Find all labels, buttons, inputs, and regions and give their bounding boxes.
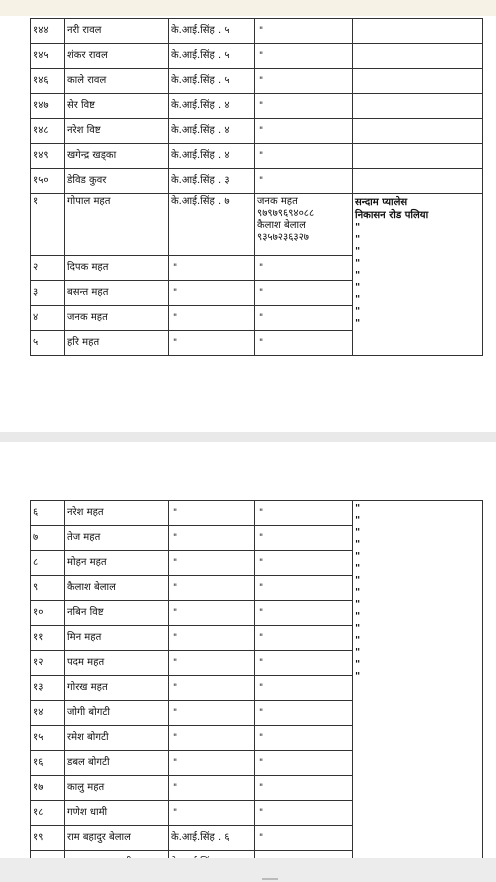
remark-cell bbox=[353, 94, 483, 119]
name-cell: शंकर रावल bbox=[65, 44, 169, 69]
name-cell: मिन महत bbox=[65, 626, 169, 651]
serial-number-cell: १ bbox=[31, 194, 65, 256]
ditto-mark: " bbox=[355, 515, 361, 526]
reference-cell: " bbox=[169, 601, 255, 626]
remark-ditto-marks bbox=[355, 222, 480, 330]
contact-cell: " bbox=[255, 676, 353, 701]
contact-cell: " bbox=[255, 576, 353, 601]
remark-cell bbox=[353, 144, 483, 169]
remark-title: सन्दाम प्यालेस bbox=[355, 197, 408, 208]
reference-cell: " bbox=[169, 501, 255, 526]
serial-number-cell: १७ bbox=[31, 776, 65, 801]
name-cell: तेज महत bbox=[65, 526, 169, 551]
serial-number-cell: ११ bbox=[31, 626, 65, 651]
serial-number-cell: १२ bbox=[31, 651, 65, 676]
serial-number-cell: १३ bbox=[31, 676, 65, 701]
table-row bbox=[31, 194, 483, 256]
name-cell: कैलाश बेलाल bbox=[65, 576, 169, 601]
reference-cell: के.आई.सिंह . ३ bbox=[169, 169, 255, 194]
reference-cell: " bbox=[169, 526, 255, 551]
reference-cell: के.आई.सिंह . ५ bbox=[169, 44, 255, 69]
reference-cell: " bbox=[169, 626, 255, 651]
contact-cell bbox=[255, 194, 353, 256]
ditto-mark: " bbox=[355, 294, 361, 305]
name-cell: नरेश महत bbox=[65, 501, 169, 526]
serial-number-cell: ५ bbox=[31, 331, 65, 356]
ditto-mark: " bbox=[355, 635, 361, 646]
ditto-mark: " bbox=[355, 599, 361, 610]
name-cell: रमेश बोगटी bbox=[65, 726, 169, 751]
contact-cell bbox=[255, 281, 353, 306]
ditto-mark: " bbox=[355, 222, 361, 233]
serial-number-cell: ४ bbox=[31, 306, 65, 331]
serial-number-cell: ७ bbox=[31, 526, 65, 551]
contact-cell: " bbox=[255, 776, 353, 801]
serial-number-cell: ८ bbox=[31, 551, 65, 576]
ditto-mark: " bbox=[355, 270, 361, 281]
name-cell: पदम महत bbox=[65, 651, 169, 676]
reference-cell: के.आई.सिंह . ४ bbox=[169, 94, 255, 119]
reference-cell: के.आई.सिंह . ४ bbox=[169, 119, 255, 144]
contact-line: " bbox=[259, 263, 264, 273]
contact-line: जनक महत bbox=[257, 196, 298, 207]
contact-line: ९७९७९६९४०८८ bbox=[257, 208, 315, 219]
serial-number-cell: ६ bbox=[31, 501, 65, 526]
contact-cell: " bbox=[255, 751, 353, 776]
bottom-toolbar-strip bbox=[0, 858, 496, 882]
serial-number-cell: १४९ bbox=[31, 144, 65, 169]
table-row bbox=[31, 501, 483, 526]
remark-title: निकासन रोड पलिया bbox=[355, 210, 429, 221]
reference-cell: " bbox=[169, 551, 255, 576]
contact-line: " bbox=[259, 338, 264, 348]
name-cell: नबिन विष्ट bbox=[65, 601, 169, 626]
reference-cell: " bbox=[169, 256, 255, 281]
contact-line: " bbox=[259, 288, 264, 298]
ditto-mark: " bbox=[355, 623, 361, 634]
name-cell: जोगी बोगटी bbox=[65, 701, 169, 726]
remark-ditto-marks bbox=[355, 503, 480, 683]
remark-cell bbox=[353, 44, 483, 69]
remark-cell bbox=[353, 19, 483, 44]
serial-number-cell: १५ bbox=[31, 726, 65, 751]
name-cell: डेविड कुवर bbox=[65, 169, 169, 194]
handle-bar bbox=[262, 878, 278, 880]
serial-number-cell: २ bbox=[31, 256, 65, 281]
reference-cell: " bbox=[169, 651, 255, 676]
ditto-mark: " bbox=[355, 246, 361, 257]
serial-number-cell: १४६ bbox=[31, 69, 65, 94]
name-cell: नरी रावल bbox=[65, 19, 169, 44]
reference-cell: " bbox=[169, 306, 255, 331]
name-cell: गणेश धामी bbox=[65, 801, 169, 826]
contact-cell: " bbox=[255, 69, 353, 94]
reference-cell: " bbox=[169, 676, 255, 701]
name-cell: बसन्त महत bbox=[65, 281, 169, 306]
serial-number-cell: १४८ bbox=[31, 119, 65, 144]
serial-number-cell: १५० bbox=[31, 169, 65, 194]
table-row bbox=[31, 144, 483, 169]
name-cell: कालु महत bbox=[65, 776, 169, 801]
serial-number-cell: १४५ bbox=[31, 44, 65, 69]
contact-cell: " bbox=[255, 626, 353, 651]
remark-cell bbox=[353, 119, 483, 144]
contact-cell: " bbox=[255, 144, 353, 169]
table-row bbox=[31, 69, 483, 94]
table-row bbox=[31, 169, 483, 194]
contact-cell: " bbox=[255, 651, 353, 676]
ditto-mark: " bbox=[355, 575, 361, 586]
ditto-mark: " bbox=[355, 563, 361, 574]
contact-cell: " bbox=[255, 826, 353, 851]
reference-cell: " bbox=[169, 751, 255, 776]
reference-cell: के.आई.सिंह . ४ bbox=[169, 144, 255, 169]
serial-number-cell: १९ bbox=[31, 826, 65, 851]
name-cell: जनक महत bbox=[65, 306, 169, 331]
contact-line: " bbox=[259, 313, 264, 323]
ditto-mark: " bbox=[355, 659, 361, 670]
contact-cell: " bbox=[255, 19, 353, 44]
ditto-mark: " bbox=[355, 671, 361, 682]
remark-cell bbox=[353, 69, 483, 94]
serial-number-cell: १० bbox=[31, 601, 65, 626]
reference-cell: के.आई.सिंह . ५ bbox=[169, 19, 255, 44]
top-margin-strip bbox=[0, 0, 496, 16]
ditto-mark: " bbox=[355, 306, 361, 317]
name-cell: नरेश विष्ट bbox=[65, 119, 169, 144]
contact-cell bbox=[255, 331, 353, 356]
serial-number-cell: ९ bbox=[31, 576, 65, 601]
ditto-mark: " bbox=[355, 503, 361, 514]
ditto-mark: " bbox=[355, 647, 361, 658]
name-cell: मोहन महत bbox=[65, 551, 169, 576]
remark-cell bbox=[353, 501, 483, 876]
table-row bbox=[31, 119, 483, 144]
table-row bbox=[31, 19, 483, 44]
reference-cell: " bbox=[169, 331, 255, 356]
document-page-2 bbox=[0, 442, 496, 858]
contact-cell: " bbox=[255, 44, 353, 69]
ditto-mark: " bbox=[355, 527, 361, 538]
contact-cell: " bbox=[255, 701, 353, 726]
contact-cell: " bbox=[255, 526, 353, 551]
contact-cell: " bbox=[255, 551, 353, 576]
name-cell: हरि महत bbox=[65, 331, 169, 356]
document-page-1 bbox=[0, 16, 496, 432]
contact-cell: " bbox=[255, 169, 353, 194]
name-cell: डबल बोगटी bbox=[65, 751, 169, 776]
ditto-mark: " bbox=[355, 539, 361, 550]
ditto-mark: " bbox=[355, 587, 361, 598]
ditto-mark: " bbox=[355, 551, 361, 562]
table-row bbox=[31, 44, 483, 69]
ditto-mark: " bbox=[355, 234, 361, 245]
reference-cell: " bbox=[169, 576, 255, 601]
contact-cell bbox=[255, 256, 353, 281]
contact-cell: " bbox=[255, 501, 353, 526]
serial-number-cell: १४७ bbox=[31, 94, 65, 119]
contact-cell bbox=[255, 306, 353, 331]
ditto-mark: " bbox=[355, 258, 361, 269]
table-row bbox=[31, 94, 483, 119]
name-cell: राम बहादुर बेलाल bbox=[65, 826, 169, 851]
name-cell: खगेन्द्र खड्का bbox=[65, 144, 169, 169]
reference-cell: " bbox=[169, 726, 255, 751]
reference-cell: के.आई.सिंह . ७ bbox=[169, 194, 255, 256]
contact-cell: " bbox=[255, 119, 353, 144]
name-cell: गोपाल महत bbox=[65, 194, 169, 256]
reference-cell: " bbox=[169, 701, 255, 726]
remark-cell bbox=[353, 194, 483, 356]
register-table-page-2 bbox=[30, 500, 483, 876]
ditto-mark: " bbox=[355, 318, 361, 329]
contact-cell: " bbox=[255, 801, 353, 826]
register-table-page-1 bbox=[30, 18, 483, 356]
contact-line: ९३५७२३६३२७ bbox=[257, 232, 309, 243]
contact-cell: " bbox=[255, 94, 353, 119]
serial-number-cell: १४४ bbox=[31, 19, 65, 44]
name-cell: गोरख महत bbox=[65, 676, 169, 701]
ditto-mark: " bbox=[355, 611, 361, 622]
serial-number-cell: ३ bbox=[31, 281, 65, 306]
name-cell: दिपक महत bbox=[65, 256, 169, 281]
remark-cell bbox=[353, 169, 483, 194]
serial-number-cell: १६ bbox=[31, 751, 65, 776]
serial-number-cell: १८ bbox=[31, 801, 65, 826]
contact-cell: " bbox=[255, 601, 353, 626]
name-cell: सेर विष्ट bbox=[65, 94, 169, 119]
contact-line: कैलाश बेलाल bbox=[257, 220, 306, 231]
ditto-mark: " bbox=[355, 282, 361, 293]
reference-cell: " bbox=[169, 281, 255, 306]
contact-cell: " bbox=[255, 726, 353, 751]
reference-cell: के.आई.सिंह . ५ bbox=[169, 69, 255, 94]
reference-cell: के.आई.सिंह . ६ bbox=[169, 826, 255, 851]
name-cell: काले रावल bbox=[65, 69, 169, 94]
reference-cell: " bbox=[169, 776, 255, 801]
serial-number-cell: १४ bbox=[31, 701, 65, 726]
reference-cell: " bbox=[169, 801, 255, 826]
